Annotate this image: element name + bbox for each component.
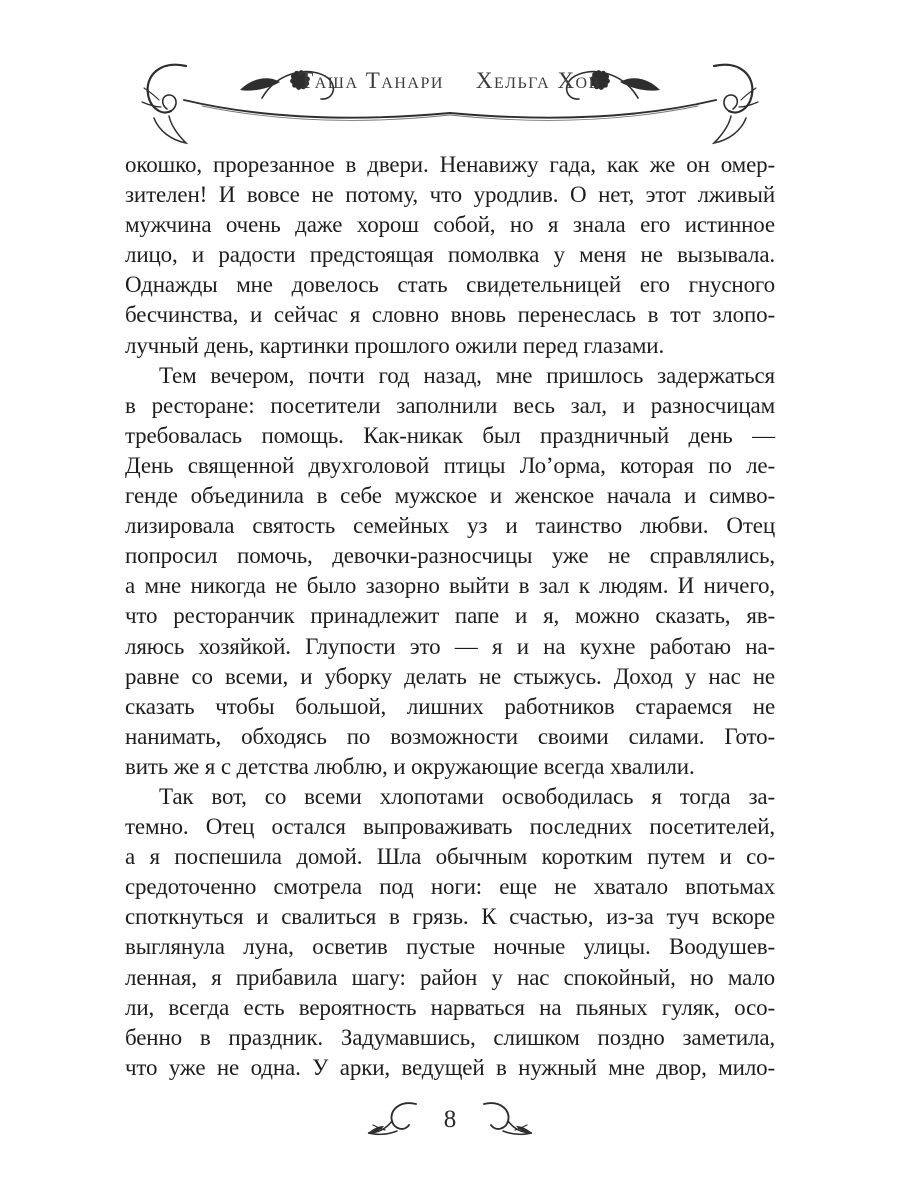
text-line: лицо, и радости предстоящая помолвка у меня не вызывала. [125, 242, 775, 268]
text-line: бесчинства, и сейчас я словно вновь перенеслась в тот злопо- [125, 302, 775, 328]
text-line: нанимать, обходясь по возможности своими силами. Гото- [125, 723, 775, 749]
text-line: ли, всегда есть вероятность нарваться на пьяных гуляк, осо- [125, 994, 775, 1020]
text-line: требовалась помощь. Как-никак был праздничный день — [125, 422, 775, 448]
text-line: генде объединила в себе мужское и женское начала и симво- [125, 483, 775, 509]
text-line: попросил помочь, девочки-разносчицы уже не справлялись, [125, 543, 775, 569]
text-line: лучный день, картинки прошлого ожили перед глазами. [125, 332, 665, 358]
author-name-left: Таша Танари [299, 68, 444, 93]
page-header [140, 58, 760, 154]
text-line: споткнуться и свалиться в грязь. К счастью, из-за туч вскоре [125, 904, 775, 930]
page-number: 8 [443, 1105, 457, 1133]
text-line: Тем вечером, почти год назад, мне пришлось задержаться [159, 362, 775, 388]
text-line: средоточенно смотрела под ноги: еще не хватало впотьмах [125, 874, 775, 900]
text-line: что ресторанчик принадлежит папе и я, можно сказать, яв- [125, 603, 775, 629]
text-line: окошко, прорезанное в двери. Ненавижу гада, как же он омер- [125, 152, 775, 177]
text-line: равне со всеми, и уборку делать не стыжусь. Доход у нас не [125, 663, 775, 689]
text-line: выглянула луна, осветив пустые ночные улицы. Воодушев- [125, 934, 775, 960]
footer-flourish-left-icon [366, 1100, 420, 1138]
footer-flourish-right-icon [480, 1100, 534, 1138]
text-line: в ресторане: посетители заполнили весь зал, и разносчицам [125, 392, 775, 418]
text-line: а я поспешила домой. Шла обычным коротким путем и со- [125, 844, 775, 870]
text-line: лизировала святость семейных уз и таинство любви. Отец [125, 513, 775, 539]
text-line: что уже не одна. У арки, ведущей в нужный мне двор, мило- [125, 1054, 775, 1080]
text-line: ленная, я прибавила шагу: район у нас спокойный, но мало [125, 964, 775, 990]
page-footer [0, 1100, 900, 1138]
text-line: сказать чтобы большой, лишних работников стараемся не [125, 693, 775, 719]
text-line: зителен! И вовсе не потому, что уродлив. О нет, этот лживый [125, 182, 775, 208]
author-name-right: Хельга Хов [475, 68, 601, 93]
text-line: а мне никогда не было зазорно выйти в зал к людям. И ничего, [125, 573, 775, 599]
text-line: темно. Отец остался выпроваживать последних посетителей, [125, 814, 775, 840]
text-line: вить же я с детства люблю, и окружающие всегда хвалили. [125, 753, 695, 779]
author-names [140, 68, 760, 94]
text-line: Однажды мне довелось стать свидетельницей его гнусного [125, 272, 775, 298]
text-line: День священной двухголовой птицы Ло’орма, которая по ле- [125, 452, 775, 478]
text-line: ляюсь хозяйкой. Глупости это — я и на кухне работаю на- [125, 633, 775, 659]
body-text [125, 150, 775, 1083]
text-line: бенно в праздник. Задумавшись, слишком поздно заметила, [125, 1024, 775, 1050]
text-line: мужчина очень даже хорош собой, но я знала его истинное [125, 212, 775, 238]
text-line: Так вот, со всеми хлопотами освободилась я тогда за- [159, 783, 775, 809]
